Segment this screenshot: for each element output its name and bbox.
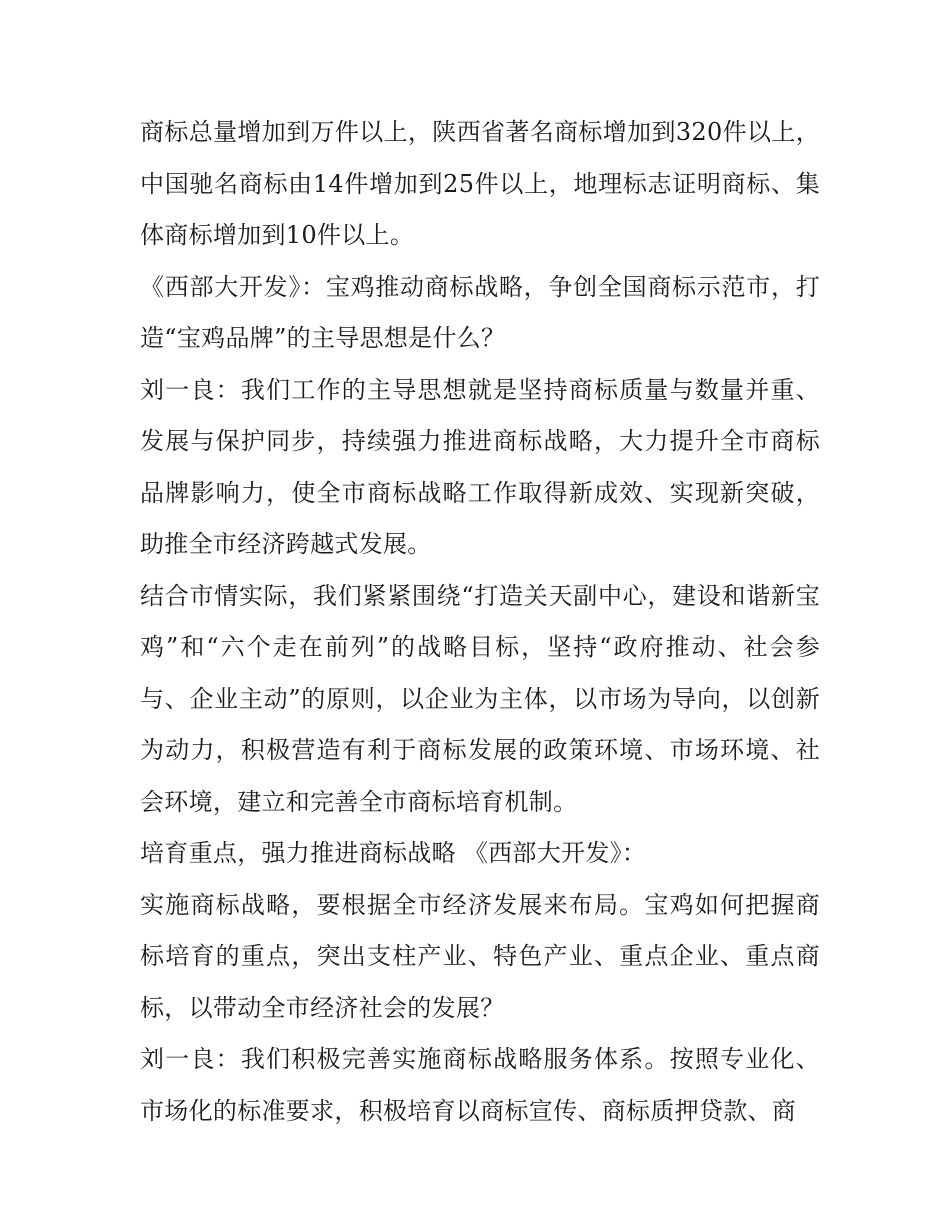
- paragraph-strategic-goals: 结合市情实际，我们紧紧围绕“打造关天副中心，建设和谐新宝鸡”和“六个走在前列”的战略目标，坚持“政府推动、社会参与、企业主动”的原则，以企业为主体，以市场为导向，以创新为动力，积极营造有利于商标发展的政策环境、市场环境、社会环境，建立和完善全市商标培育机制。: [140, 581, 820, 816]
- paragraph-trademark-targets: 商标总量增加到万件以上，陕西省著名商标增加到320件以上，中国驰名商标由14件增加到25件以上，地理标志证明商标、集体商标增加到10件以上。: [140, 118, 820, 249]
- paragraph-section-heading: 培育重点，强力推进商标战略 《西部大开发》：: [140, 839, 647, 867]
- document-body: [140, 107, 820, 1137]
- paragraph-answer-service-system: 刘一良：我们积极完善实施商标战略服务体系。按照专业化、市场化的标准要求，积极培育以商标宣传、商标质押贷款、商: [140, 1045, 820, 1125]
- paragraph-answer-guiding-idea: 刘一良：我们工作的主导思想就是坚持商标质量与数量并重、发展与保护同步，持续强力推进商标战略，大力提升全市商标品牌影响力，使全市商标战略工作取得新成效、实现新突破，助推全市经济跨越式发展。: [140, 375, 820, 558]
- paragraph-question-focus: 实施商标战略，要根据全市经济发展来布局。宝鸡如何把握商标培育的重点，突出支柱产业、特色产业、重点企业、重点商标，以带动全市经济社会的发展？: [140, 890, 820, 1022]
- paragraph-question-guiding-idea: 《西部大开发》：宝鸡推动商标战略，争创全国商标示范市，打造“宝鸡品牌”的主导思想是什么？: [140, 272, 820, 352]
